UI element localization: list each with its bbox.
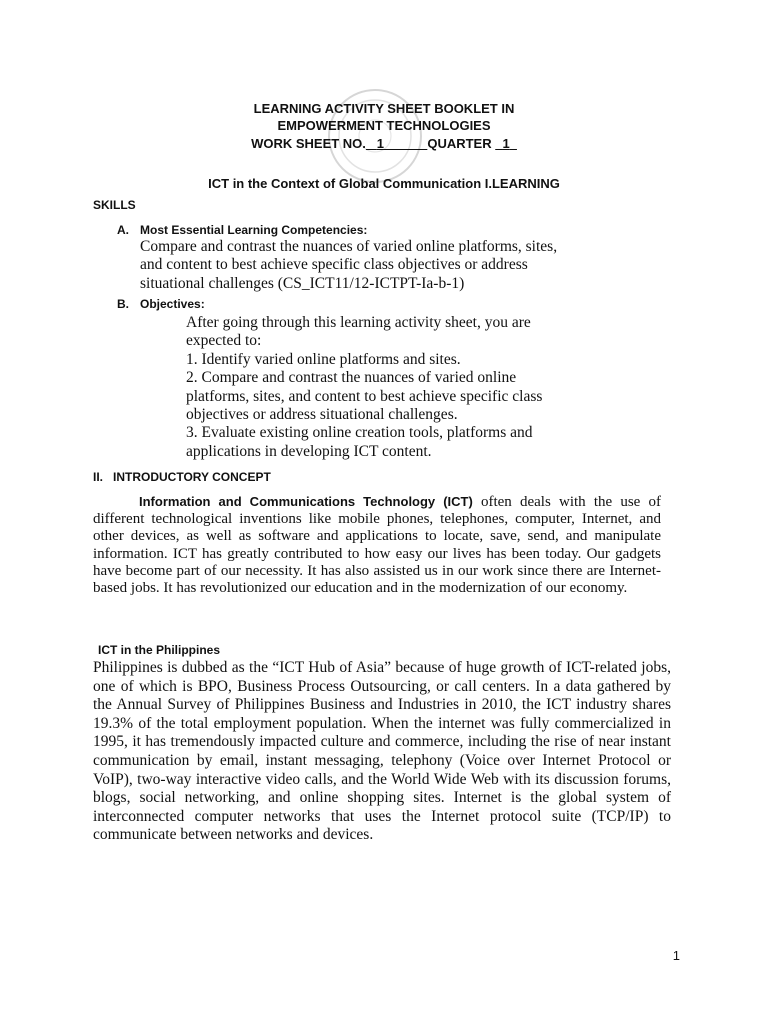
skills-heading: SKILLS: [93, 198, 136, 212]
section-a-heading: Most Essential Learning Competencies:: [140, 223, 368, 237]
competency-line: situational challenges (CS_ICT11/12-ICTPT-Ia-b-1): [140, 274, 465, 292]
philippines-paragraph: Philippines is dubbed as the “ICT Hub of Asia” because of huge growth of ICT-related jobs, one of which is BPO, Business Process Outsourcing, or call centers. In a data gathered by the Annual Survey of Philippines Business and Industries in 2010, the ICT industry shares 19.3% of the total employment population. When the internet was fully commercialized in 1995, it has tremendously impacted culture and commerce, including the rise of near instant communication by email, instant messaging, telephony (Voice over Internet Protocol or VoIP), two-way interactive video calls, and the World Wide Web with its discussion forums, blogs, social networking, and online shopping sites. Internet is the global system of interconnected computer networks that uses the Internet protocol suite (TCP/IP) to communicate between networks and devices.: [93, 659, 671, 844]
objective-line: 2. Compare and contrast the nuances of varied online: [186, 369, 517, 387]
introductory-text: often deals with the use of different technological inventions like mobile phones, telephones, computer, Internet, and other devices, as well as software and applications to locate, save, send, and manipulate information. ICT has greatly contributed to how easy our lives has been today. Our gadgets have become part of our necessity. It has also assisted us in our work since there are Internet-based jobs. It has revolutionized our education and in the modernization of our economy.: [93, 494, 662, 597]
page-number: 1: [672, 948, 680, 963]
header-line-2: EMPOWERMENT TECHNOLOGIES: [277, 118, 491, 133]
worksheet-line: [0, 136, 768, 151]
section-b-heading: Objectives:: [140, 297, 205, 311]
objective-line: 1. Identify varied online platforms and sites.: [186, 350, 461, 368]
objectives-list: [186, 314, 656, 461]
topic-title: ICT in the Context of Global Communication I.LEARNING: [208, 176, 560, 191]
worksheet-label: WORK SHEET NO.: [251, 136, 366, 151]
objective-line: applications in developing ICT content.: [186, 442, 432, 460]
competency-line: and content to best achieve specific class objectives or address: [140, 256, 528, 274]
competency-text: [140, 238, 660, 293]
section-a-marker: A.: [117, 223, 129, 237]
quarter-label: QUARTER: [427, 136, 492, 151]
ict-term: Information and Communications Technology (ICT): [139, 494, 473, 509]
section-b-marker: B.: [117, 297, 129, 311]
worksheet-number: 1: [376, 136, 384, 151]
objective-line: After going through this learning activity sheet, you are: [186, 314, 531, 331]
objective-line: expected to:: [186, 332, 262, 350]
introductory-concept-heading: II. INTRODUCTORY CONCEPT: [93, 470, 271, 484]
quarter-number: 1: [502, 136, 510, 151]
objective-line: platforms, sites, and content to best achieve specific class: [186, 387, 543, 405]
objective-line: 3. Evaluate existing online creation tools, platforms and: [186, 424, 533, 442]
competency-line: Compare and contrast the nuances of varied online platforms, sites,: [140, 238, 558, 255]
introductory-paragraph: [93, 493, 661, 597]
philippines-heading: ICT in the Philippines: [98, 643, 221, 657]
header-line-1: LEARNING ACTIVITY SHEET BOOKLET IN: [253, 101, 515, 116]
objective-line: objectives or address situational challenges.: [186, 406, 458, 424]
